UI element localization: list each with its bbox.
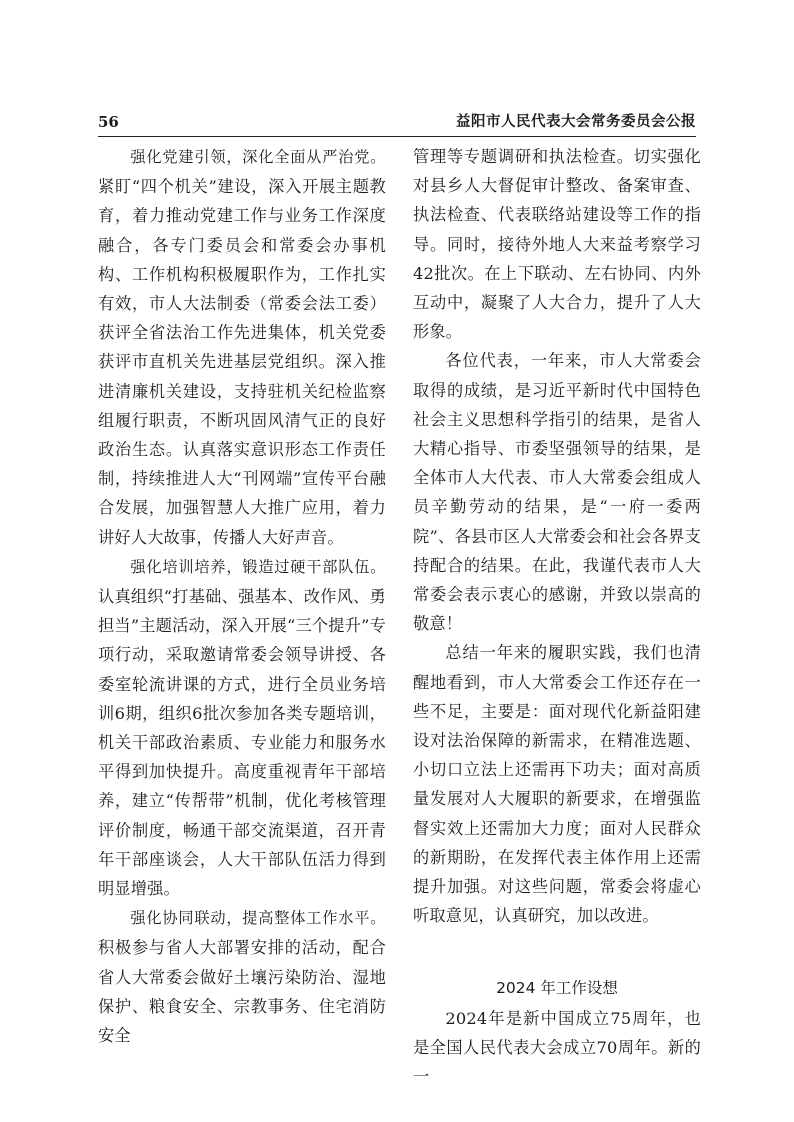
- section-spacer: [413, 930, 701, 974]
- page-number: 56: [98, 113, 119, 131]
- paragraph-training: [98, 552, 386, 903]
- left-column: [98, 142, 386, 1050]
- paragraph-body: 认真组织“打基础、强基本、改作风、勇担当”主题活动，深入开展“三个提升”专项行动，采取邀请常委会领导讲授、各委室轮流讲课的方式，进行全员业务培训6期，组织6批次参加各类专题培训，机关干部政治素质、专业能力和服务水平得到加快提升。高度重视青年干部培养，建立“传帮带”机制，优化考核管理评价制度，畅通干部交流渠道，召开青年干部座谈会，人大干部队伍活力得到明显增强。: [98, 587, 386, 899]
- paragraph-achievements: 各位代表，一年来，市人大常委会取得的成绩，是习近平新时代中国特色社会主义思想科学指引的结果，是省人大精心指导、市委坚强领导的结果，是全体市人大代表、市人大常委会组成人员辛勤劳动的结果，是“一府一委两院”、各县市区人大常委会和社会各界支持配合的结果。在此，我谨代表市人大常委会表示衷心的感谢，并致以崇高的敬意！: [413, 351, 701, 634]
- paragraph-lead: 强化培训培养，锻造过硬干部队伍。: [130, 557, 386, 576]
- journal-title: 益阳市人民代表大会常务委员会公报: [456, 113, 696, 130]
- section-heading: 2024 年工作设想: [496, 979, 618, 998]
- paragraph-lead: 强化党建引领，深化全面从严治党。: [130, 148, 386, 166]
- paragraph-body: 积极参与省人大部署安排的活动，配合省人大常委会做好土壤污染防治、湿地保护、粮食安全、宗教事务、住宅消防安全: [98, 938, 386, 1046]
- page-header: [98, 112, 696, 137]
- paragraph-party-building: [98, 142, 386, 552]
- paragraph-2024-plan: 2024年是新中国成立75周年，也是全国人民代表大会成立70周年。新的一: [413, 1008, 701, 1087]
- paragraph-coordination: [98, 903, 386, 1050]
- right-column: [413, 142, 701, 1091]
- paragraph-coordination-continued: 管理等专题调研和执法检查。切实强化对县乡人大督促审计整改、备案审查、执法检查、代表联络站建设等工作的指导。同时，接待外地人大来益考察学习42批次。在上下联动、左右协同、内外互动中，凝聚了人大合力，提升了人大形象。: [413, 147, 701, 342]
- paragraph-body: 紧盯“四个机关”建设，深入开展主题教育，着力推动党建工作与业务工作深度融合，各专门委员会和常委会办事机构、工作机构积极履职作为，工作扎实有效，市人大法制委（常委会法工委）获评全省法治工作先进集体，机关党委获评市直机关先进基层党组织。深入推进清廉机关建设，支持驻机关纪检监察组履行职责，不断巩固风清气正的良好政治生态。认真落实意识形态工作责任制，持续推进人大“刊网端”宣传平台融合发展，加强智慧人大推广应用，着力讲好人大故事，传播人大好声音。: [98, 177, 386, 547]
- paragraph-lead: 强化协同联动，提高整体工作水平。: [130, 909, 386, 928]
- paragraph-shortcomings: 总结一年来的履职实践，我们也清醒地看到，市人大常委会工作还存在一些不足，主要是：面对现代化新益阳建设对法治保障的新需求，在精准选题、小切口立法上还需再下功夫；面对高质量发展对人大履职的新要求，在增强监督实效上还需加大力度；面对人民群众的新期盼，在发挥代表主体作用上还需提升加强。对这些问题，常委会将虚心听取意见，认真研究，加以改进。: [413, 643, 701, 926]
